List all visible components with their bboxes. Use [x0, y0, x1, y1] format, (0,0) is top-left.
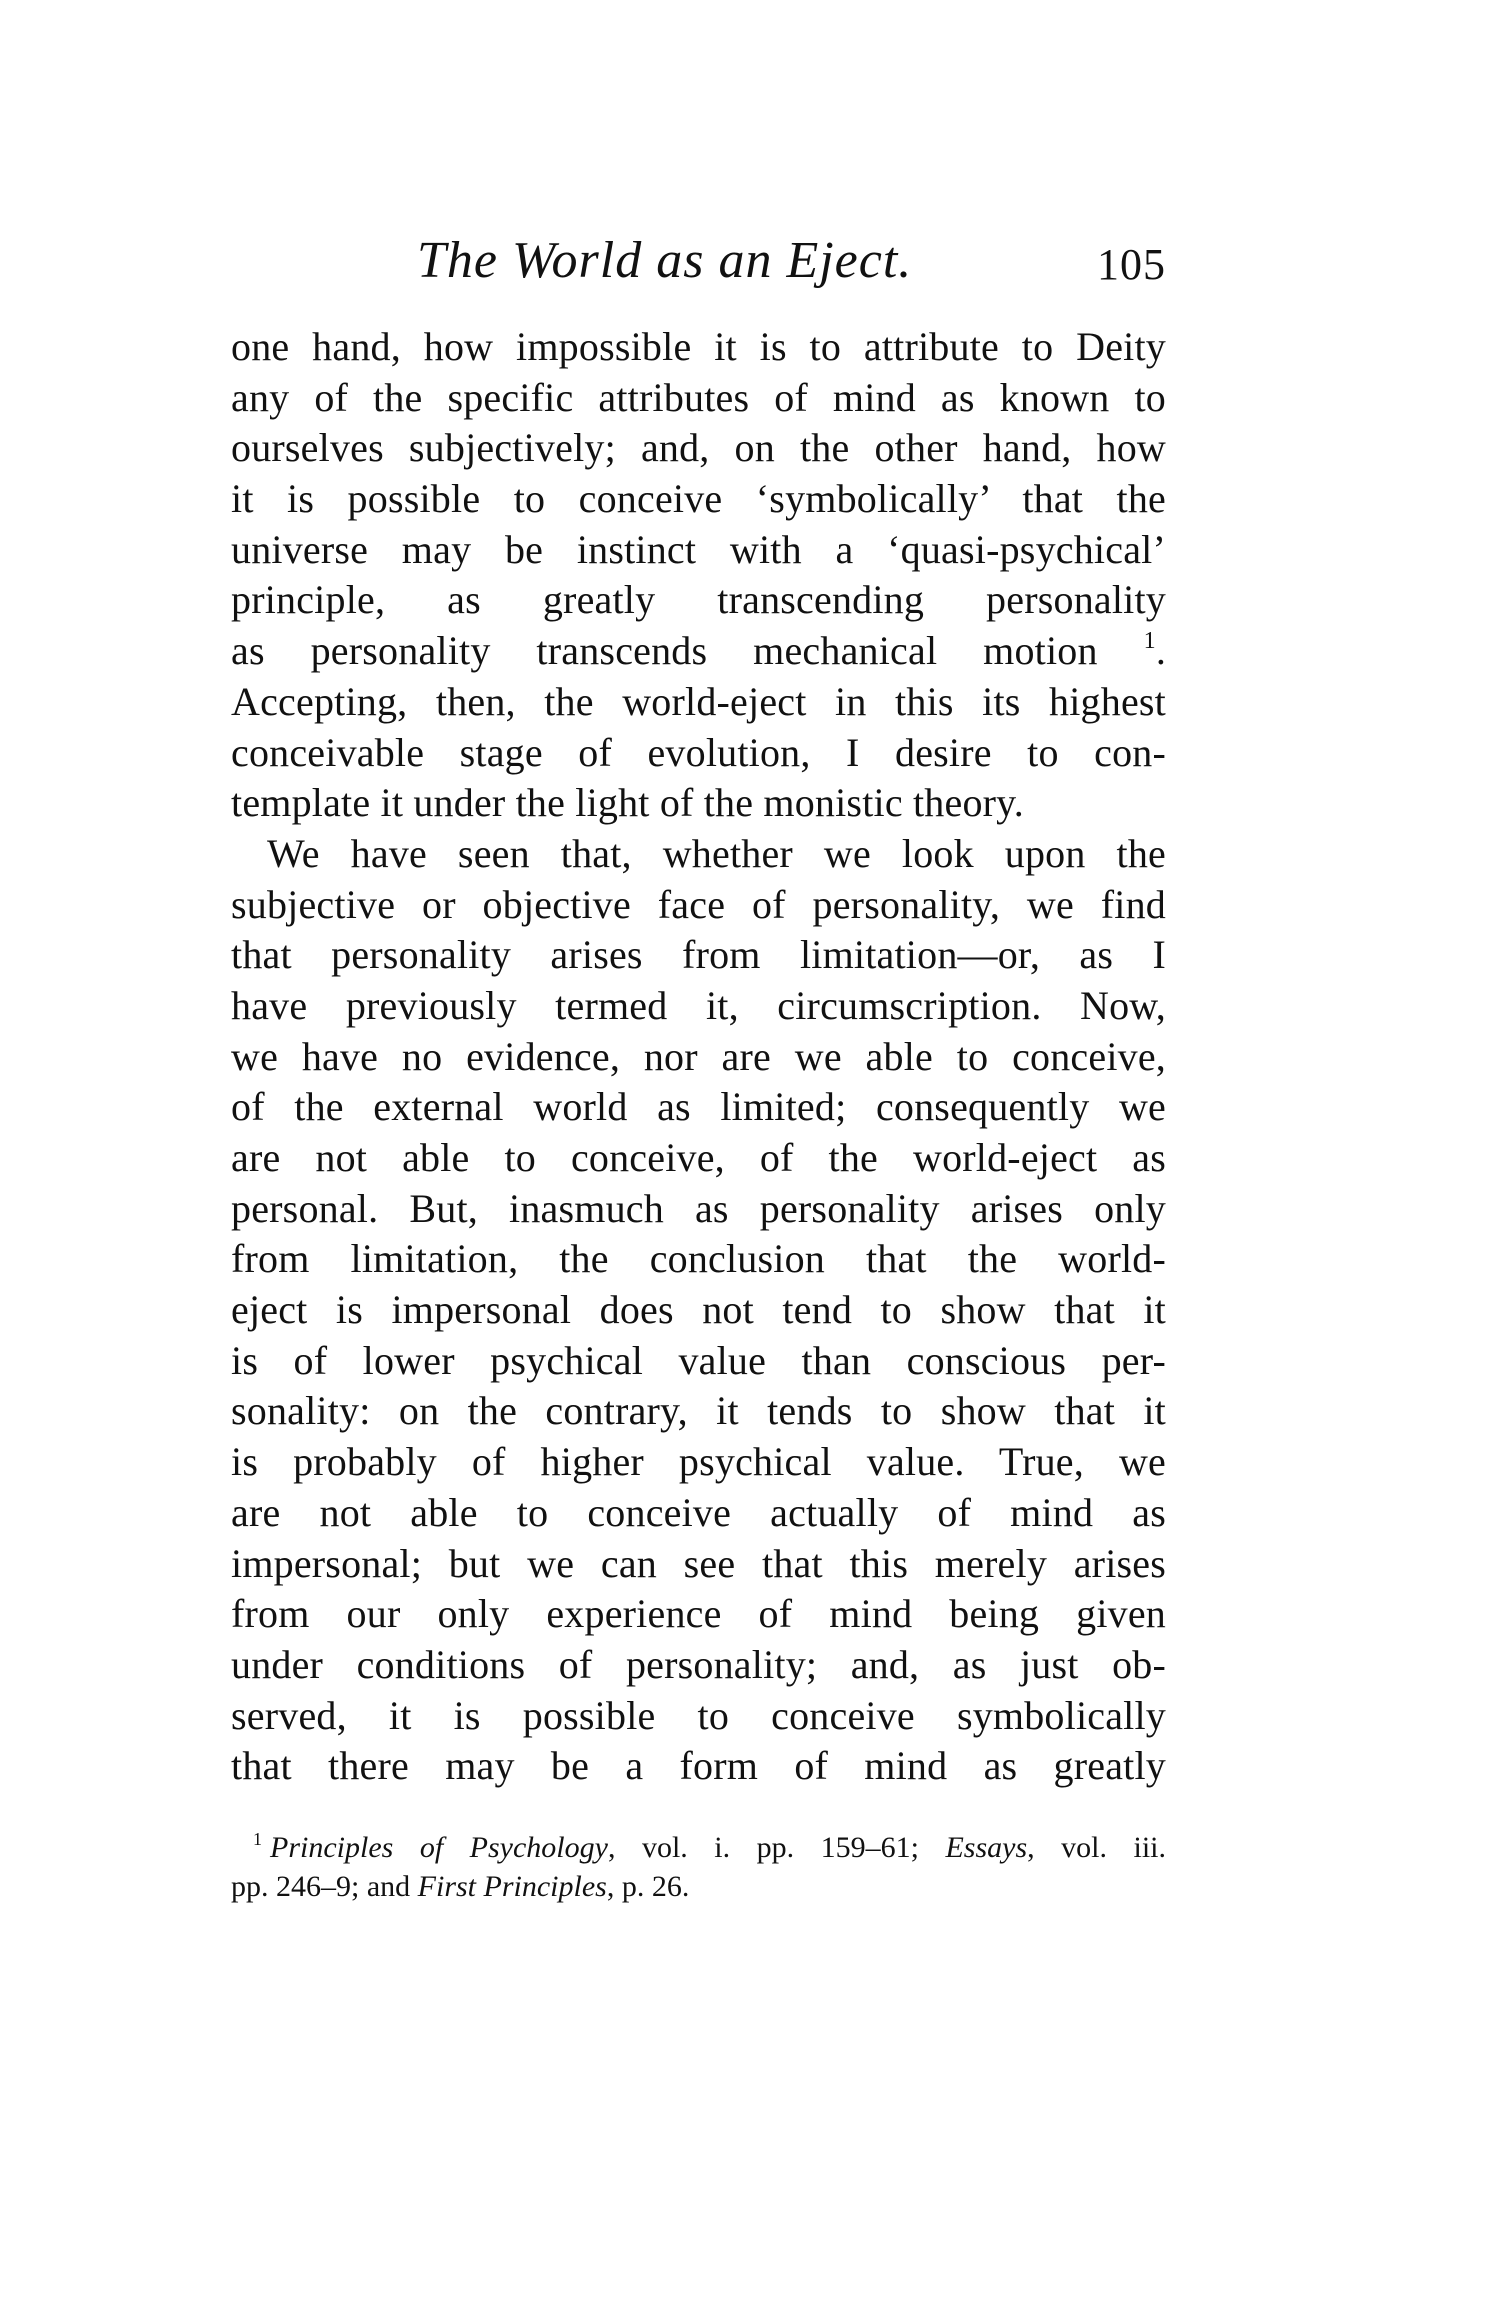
text-line: template it under the light of the monistic theory. [231, 780, 1024, 826]
line-punctuation: . [1155, 628, 1167, 674]
text-line: universe may be instinct with a ‘quasi-psychical’ [231, 526, 1166, 572]
page-number: 105 [1097, 240, 1166, 289]
text-line-content: as personality transcends mechanical motion [231, 628, 1098, 674]
text-line: conceivable stage of evolution, I desire to con- [231, 729, 1166, 775]
cited-title: First Principles [417, 1870, 607, 1903]
text-line: that there may be a form of mind as greatly [231, 1743, 1166, 1789]
text-line: is of lower psychical value than conscious per- [231, 1337, 1166, 1383]
text-line: principle, as greatly transcending personality [231, 577, 1166, 623]
footnote-line [231, 1867, 1166, 1906]
cited-title: Principles of Psychology [270, 1831, 608, 1864]
cited-title: Essays [945, 1831, 1028, 1864]
text-line: personal. But, inasmuch as personality arises only [231, 1185, 1166, 1231]
text-line: under conditions of personality; and, as just ob- [231, 1641, 1166, 1687]
text-line: eject is impersonal does not tend to show that it [231, 1287, 1166, 1333]
citation-text: , p. 26. [606, 1870, 690, 1903]
footnote-line [231, 1828, 1166, 1867]
footnotes [231, 1828, 1166, 1906]
text-line: one hand, how impossible it is to attribute to Deity [231, 324, 1166, 369]
citation-text: , vol. iii. [1027, 1831, 1166, 1864]
text-line: Accepting, then, the world-eject in this its highest [231, 678, 1166, 724]
text-line-with-footnote-ref [231, 626, 1166, 677]
text-line: from our only experience of mind being given [231, 1591, 1166, 1637]
text-line: of the external world as limited; consequently we [231, 1084, 1166, 1130]
text-line: sonality: on the contrary, it tends to show that it [231, 1388, 1166, 1434]
text-line: subjective or objective face of personality, we find [231, 881, 1166, 927]
text-line: is probably of higher psychical value. True, we [231, 1439, 1166, 1485]
text-line: it is possible to conceive ‘symbolically’ that the [231, 476, 1166, 522]
text-line: served, it is possible to conceive symbolically [231, 1692, 1166, 1738]
body-text [231, 322, 1166, 1792]
text-line: impersonal; but we can see that this merely arises [231, 1540, 1166, 1586]
text-line: are not able to conceive actually of mind as [231, 1489, 1166, 1535]
text-line: we have no evidence, nor are we able to conceive, [231, 1033, 1166, 1079]
citation-text: , vol. i. pp. 159–61; [607, 1831, 946, 1864]
text-line: any of the specific attributes of mind as known to [231, 374, 1166, 420]
paragraph-start-line: We have seen that, whether we look upon the [267, 830, 1166, 876]
footnote-marker: 1 [253, 1829, 262, 1849]
footnote-reference[interactable]: 1 [1143, 628, 1156, 655]
text-line: ourselves subjectively; and, on the other hand, how [231, 425, 1166, 471]
text-line: that personality arises from limitation—or, as I [231, 932, 1166, 978]
running-head [231, 226, 1166, 296]
citation-text: pp. 246–9; and [231, 1870, 418, 1903]
text-line: from limitation, the conclusion that the world- [231, 1236, 1166, 1282]
text-line: are not able to conceive, of the world-eject as [231, 1135, 1166, 1180]
running-title: The World as an Eject. [417, 232, 913, 289]
text-line: have previously termed it, circumscription. Now, [231, 982, 1166, 1028]
